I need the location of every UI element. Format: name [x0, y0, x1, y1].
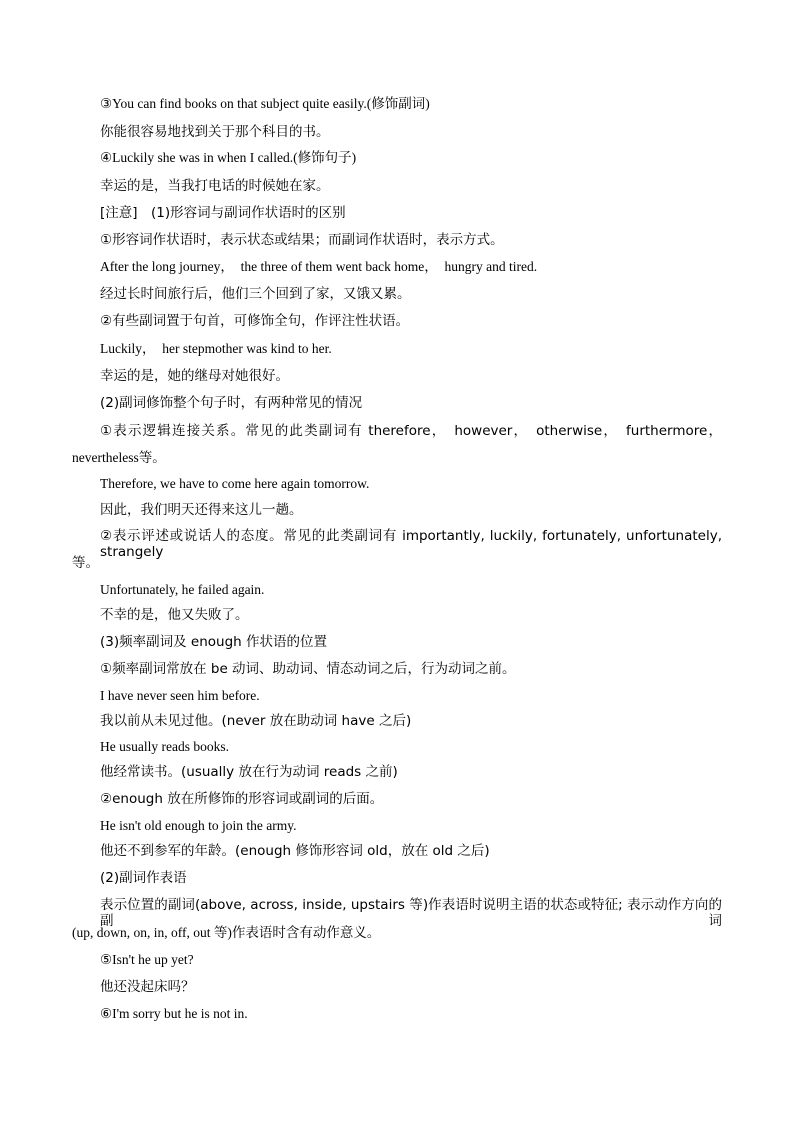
- example-translation: 他还不到参军的年龄。(enough 修饰形容词 old，放在 old 之后): [100, 843, 490, 859]
- example-translation: 不幸的是，他又失败了。: [100, 607, 249, 623]
- example-translation: 因此，我们明天还得来这儿一趟。: [100, 502, 303, 518]
- rule-attitude: ②表示评述或说话人的态度。常见的此类副词有 importantly, luckily, fortunately, unfortunately, strangely: [100, 528, 722, 560]
- example-4-sentence: ④Luckily she was in when I called.(修饰句子): [100, 150, 357, 165]
- rule-predicative: 表示位置的副词(above, across, inside, upstairs 等)作表语时说明主语的状态或特征; 表示动作方向的副词: [100, 897, 722, 929]
- rule-adjective-adverb: ①形容词作状语时，表示状态或结果；而副词作状语时，表示方式。: [100, 232, 504, 248]
- example-6-sentence: ⑥I'm sorry but he is not in.: [100, 1006, 248, 1021]
- example-5-translation: 他还没起床吗？: [100, 979, 195, 995]
- example-sentence: He usually reads books.: [100, 739, 229, 754]
- example-sentence: He isn't old enough to join the army.: [100, 818, 297, 833]
- example-sentence: After the long journey， the three of them went back home， hungry and tired.: [100, 259, 538, 274]
- example-sentence: I have never seen him before.: [100, 688, 260, 703]
- rule-enough: ②enough 放在所修饰的形容词或副词的后面。: [100, 791, 384, 807]
- section-heading: (2)副词修饰整个句子时，有两种常见的情况: [100, 395, 363, 411]
- example-translation: 他经常读书。(usually 放在行为动词 reads 之前): [100, 764, 398, 780]
- example-translation: 幸运的是，她的继母对她很好。: [100, 368, 289, 384]
- example-3-translation: 你能很容易地找到关于那个科目的书。: [100, 124, 330, 140]
- example-4-translation: 幸运的是，当我打电话的时候她在家。: [100, 178, 330, 194]
- example-3-sentence: ③You can find books on that subject quite easily.(修饰副词): [100, 96, 430, 111]
- example-sentence: Therefore, we have to come here again tomorrow.: [100, 476, 370, 491]
- rule-continuation: (up, down, on, in, off, out 等)作表语时含有动作意义。: [72, 925, 381, 940]
- section-heading: (2)副词作表语: [100, 870, 187, 886]
- note-heading: [注意] (1)形容词与副词作状语时的区别: [100, 205, 346, 221]
- example-sentence: Luckily， her stepmother was kind to her.: [100, 341, 332, 356]
- example-translation: 我以前从未见过他。(never 放在助动词 have 之后): [100, 713, 412, 729]
- rule-sentence-adverb: ②有些副词置于句首，可修饰全句，作评注性状语。: [100, 313, 410, 329]
- rule-frequency-adverb: ①频率副词常放在 be 动词、助动词、情态动词之后，行为动词之前。: [100, 661, 516, 677]
- section-heading: (3)频率副词及 enough 作状语的位置: [100, 634, 328, 650]
- example-translation: 经过长时间旅行后，他们三个回到了家，又饿又累。: [100, 286, 411, 302]
- example-5-sentence: ⑤Isn't he up yet?: [100, 952, 194, 967]
- rule-continuation: nevertheless等。: [72, 450, 166, 465]
- rule-logical-connection: ①表示逻辑连接关系。常见的此类副词有 therefore， however， otherwise， furthermore，: [100, 423, 722, 439]
- rule-continuation: 等。: [72, 555, 99, 571]
- example-sentence: Unfortunately, he failed again.: [100, 582, 265, 597]
